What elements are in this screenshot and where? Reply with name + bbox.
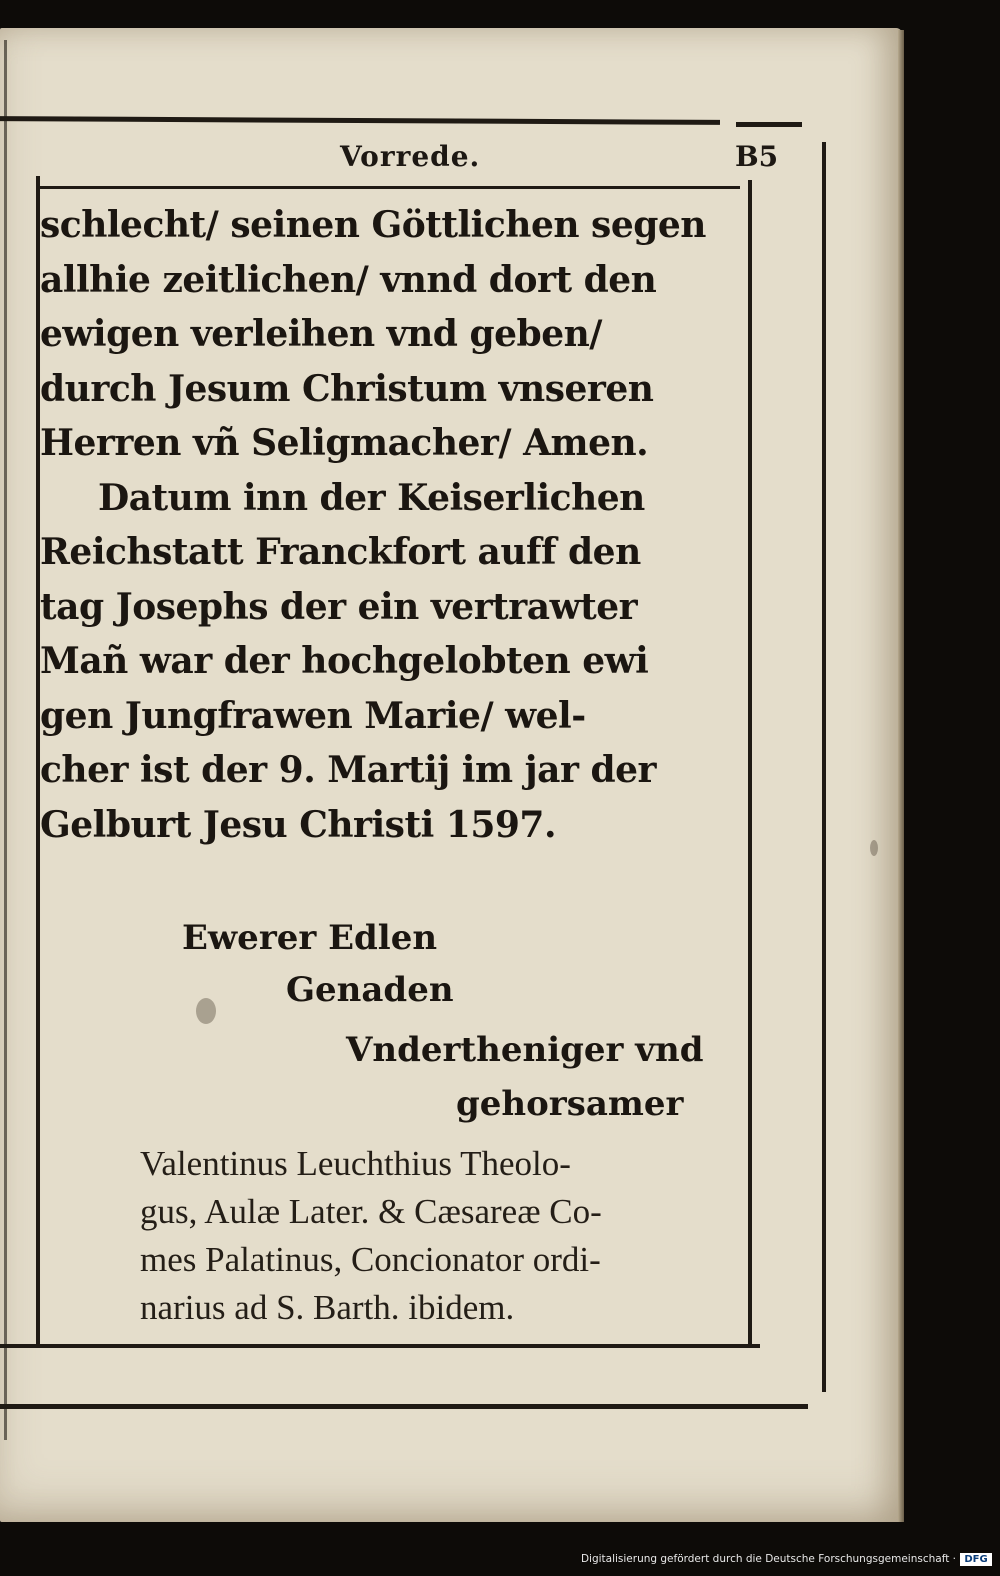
signature-line: mes Palatinus, Concionator ordi- [140,1240,601,1279]
closing-salutation-1: Ewerer Edlen [182,918,438,958]
ink-smudge [870,840,878,856]
dfg-logo: DFG [960,1553,992,1566]
closing-salutation-2: Genaden [286,970,454,1010]
digitization-credit: Digitalisierung gefördert durch die Deutsche Forschungsgemeinschaft · [580,1553,956,1565]
text-line: Datum inn der Keiserlichen [98,476,645,519]
bottom-inner-rule [0,1344,760,1348]
text-line: schlecht/ seinen Göttlichen segen [40,204,706,246]
signature-line: narius ad S. Barth. ibidem. [140,1288,515,1327]
text-line: Reichstatt Franckfort auff den [40,531,641,573]
text-line: Mañ war der hochgelobten ewi [40,640,649,682]
text-line: durch Jesum Christum vnseren [40,367,654,410]
running-title: Vorrede. [340,140,481,173]
text-line: gen Jungfrawen Marie/ wel- [40,694,586,737]
left-edge-rule [4,40,7,1440]
bottom-outer-rule [0,1404,808,1409]
outer-right-rule [822,142,826,1392]
signature-block [140,1140,750,1332]
ink-smudge [196,998,216,1024]
text-line: Herren vñ Seligmacher/ Amen. [40,422,649,464]
text-line: tag Josephs der ein vertrawter [40,585,638,628]
inner-top-rule [40,186,740,189]
text-line: ewigen verleihen vnd geben/ [40,313,602,355]
text-line: cher ist der 9. Martij im jar der [40,749,656,791]
page-edge [898,30,904,1522]
folio-mark: B5 [735,140,779,173]
text-line: Gelburt Jesu Christi 1597. [40,803,557,846]
closing-salutation-3: Vndertheniger vnd [346,1030,704,1070]
signature-line: gus, Aulæ Later. & Cæsareæ Co- [140,1192,602,1231]
closing-salutation-4: gehorsamer [456,1084,684,1124]
top-border-rule-right [736,122,802,127]
text-line: allhie zeitlichen/ vnnd dort den [40,258,657,301]
body-text [40,198,748,852]
signature-line: Valentinus Leuchthius Theolo- [140,1144,571,1183]
